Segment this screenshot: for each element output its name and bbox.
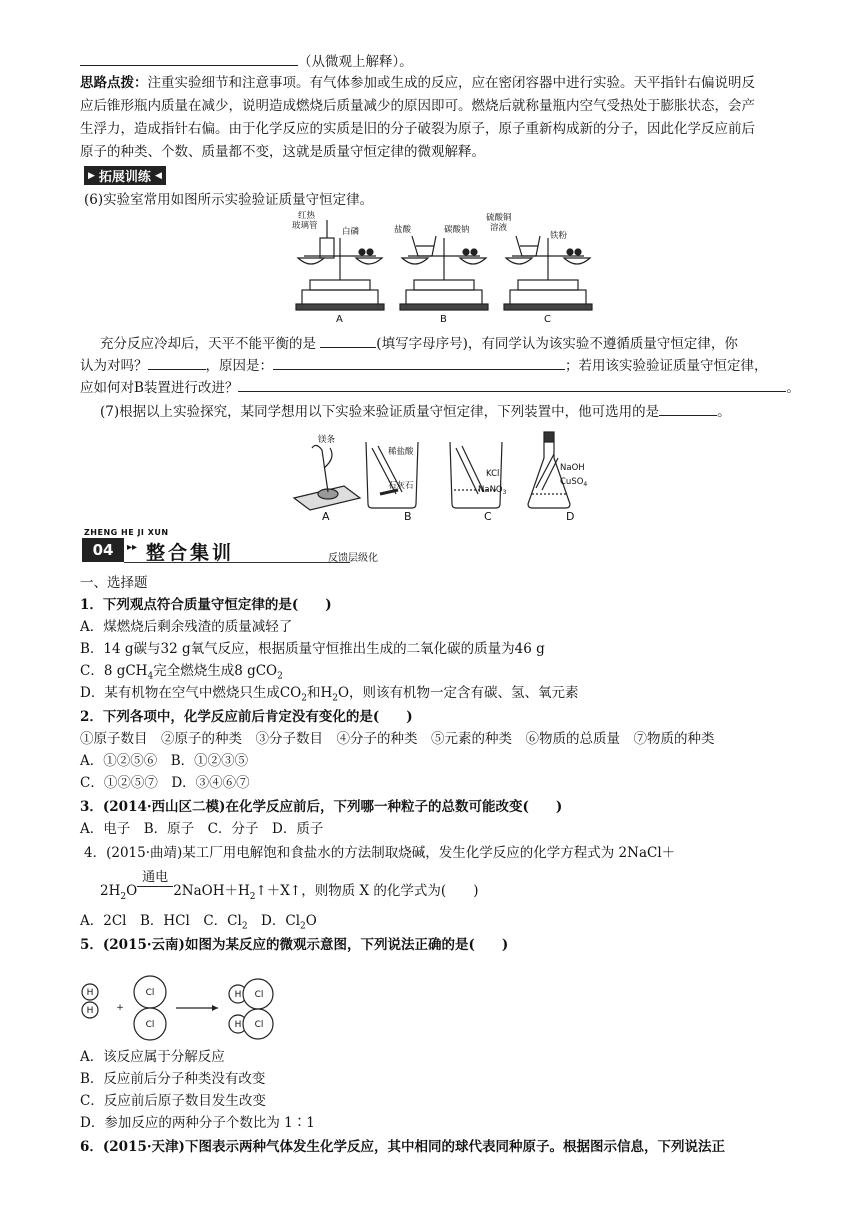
question-2-options-cd[interactable]: C．①②⑤⑦ D．③④⑥⑦	[80, 775, 250, 791]
answer-line-micro: （从微观上解释）。	[80, 52, 800, 71]
fig1-label-tube: 红热	[298, 211, 316, 221]
fig1-label-solution: 溶液	[490, 223, 508, 233]
question-3-stem: 3．(2014·西山区二模)在化学反应前后，下列哪一种粒子的总数可能改变( )	[80, 799, 563, 815]
section-title: 整合集训	[146, 542, 235, 564]
atom-h: H	[234, 1020, 242, 1030]
balance-a	[296, 220, 384, 310]
question-6-line-3: 应如何对B装置进行改进？ 。	[80, 380, 800, 396]
triangle-right-icon: ▶	[88, 170, 95, 181]
answer-blank-unbalanced[interactable]	[320, 334, 376, 348]
reaction-arrow	[137, 886, 173, 887]
question-1-stem: 1．下列观点符合质量守恒定律的是( )	[80, 597, 332, 613]
answer-blank-improve[interactable]	[238, 378, 786, 392]
question-3-options[interactable]: A．电子 B．原子 C．分子 D．质子	[80, 821, 324, 837]
fig2-label-a: A	[322, 510, 330, 523]
fig1-label-phosphorus: 白磷	[342, 227, 360, 237]
atom-h: H	[234, 990, 242, 1000]
question-6-line-2: 认为对吗？ ，原因是： ；若用该实验验证质量守恒定律，	[80, 358, 768, 374]
atom-cl: Cl	[254, 1020, 264, 1030]
hint-line-3: 生浮力，造成指针右偏。由于化学反应的实质是旧的分子破裂为原子，原子重新构成新的分子，因此化学反应前后	[80, 121, 755, 137]
fig2-label-cuso4: CuSO$_4$	[560, 477, 588, 488]
reaction-condition: 通电	[142, 870, 169, 885]
fig1-label-tube2: 玻璃管	[292, 221, 318, 231]
question-5-option-d[interactable]: D．参加反应的两种分子个数比为 1∶1	[80, 1115, 315, 1131]
question-2-options-ab[interactable]: A．①②⑤⑥ B．①②③⑤	[80, 753, 249, 769]
answer-blank-device[interactable]	[659, 402, 717, 416]
fig2-label-nano3: NaNO$_3$	[478, 485, 507, 496]
question-4-stem: 4．(2015·曲靖)某工厂用电解饱和食盐水的方法制取烧碱，发生化学反应的化学方程式为 2NaCl＋	[84, 845, 676, 861]
device-a	[294, 445, 360, 510]
section-number: 04	[82, 538, 124, 562]
fig2-label-c: C	[484, 510, 492, 523]
question-6-line-1: 充分反应冷却后，天平不能平衡的是 (填写字母序号)，有同学认为该实验不遵循质量守恒定律，你	[100, 336, 738, 352]
fig1-label-copper-sulfate: 硫酸铜	[486, 213, 512, 223]
balance-c	[504, 236, 592, 310]
question-5-option-c[interactable]: C．反应前后原子数目发生改变	[80, 1093, 266, 1109]
question-1-option-d[interactable]: D．某有机物在空气中燃烧只生成$CO_2$和$H_2O$，则该有机物一定含有碳、氢、氧元素	[80, 685, 579, 704]
question-6-stem: (6)实验室常用如图所示实验验证质量守恒定律。	[84, 192, 374, 208]
atom-cl: Cl	[145, 1020, 155, 1030]
section-pinyin: ZHENG HE JI XUN	[84, 528, 169, 537]
question-1-option-c[interactable]: C．8 gCH$_4$完全燃烧生成8 gCO$_2$	[80, 663, 283, 682]
fig2-label-limestone: 石灰石	[388, 481, 414, 491]
balance-experiment-figure	[284, 208, 604, 326]
question-1-option-a[interactable]: A．煤燃烧后剩余残渣的质量减轻了	[80, 619, 293, 635]
devices-figure	[284, 428, 594, 524]
fig1-label-acid: 盐酸	[394, 225, 412, 235]
fig1-label-a: A	[336, 314, 343, 325]
section-header	[82, 528, 802, 572]
hint-line-1: 思路点拨：注重实验细节和注意事项。有气体参加或生成的反应，应在密闭容器中进行实验。天平指针右偏说明反	[80, 75, 755, 91]
fig1-label-iron: 铁粉	[550, 231, 568, 241]
fig1-label-b: B	[440, 314, 447, 325]
question-type-heading: 一、选择题	[80, 575, 148, 591]
question-2-list: ①原子数目 ②原子的种类 ③分子数目 ④分子的种类 ⑤元素的种类 ⑥物质的总质量 ⑦物质的种类	[80, 731, 715, 747]
question-7-stem: (7)根据以上实验探究，某同学想用以下实验来验证质量守恒定律，下列装置中，他可选用的是 。	[100, 404, 731, 420]
arrow-head-icon	[212, 1005, 218, 1011]
fig1-label-sodium-carbonate: 碳酸钠	[444, 225, 470, 235]
hint-line-2: 应后锥形瓶内质量在减少，说明造成燃烧后质量减少的原因即可。燃烧后就称量瓶内空气受热处于膨胀状态，会产	[80, 98, 755, 114]
question-1-option-b[interactable]: B．14 g碳与32 g氧气反应，根据质量守恒推出生成的二氧化碳的质量为46 g	[80, 641, 545, 657]
answer-blank-reason[interactable]	[273, 356, 565, 370]
balance-b	[400, 236, 488, 310]
fig2-label-mg: 镁条	[318, 435, 336, 445]
triangle-left-icon: ◀	[154, 170, 162, 181]
hint-label: 思路点拨：	[80, 75, 148, 91]
answer-blank[interactable]	[80, 52, 298, 66]
double-arrow-icon: ▸▸	[127, 542, 138, 553]
hint-line-4: 原子的种类、个数、质量都不变，这就是质量守恒定律的微观解释。	[80, 144, 485, 160]
fig2-label-kcl: KCl	[486, 469, 500, 479]
question-6-stem-final: 6．(2015·天津)下图表示两种气体发生化学反应，其中相同的球代表同种原子。根据图示信息，下列说法正	[80, 1139, 725, 1155]
fig2-label-d: D	[566, 510, 575, 523]
question-2-stem: 2．下列各项中，化学反应前后肯定没有变化的是( )	[80, 709, 413, 725]
question-5-option-a[interactable]: A．该反应属于分解反应	[80, 1049, 225, 1065]
molecule-reaction-figure	[78, 972, 288, 1042]
section-rule	[124, 562, 350, 563]
atom-cl: Cl	[254, 990, 264, 1000]
question-4-options[interactable]: A．2Cl B．HCl C．$Cl_2$ D．$Cl_2O$	[80, 913, 317, 932]
section-subtitle: 反馈层级化	[328, 553, 378, 564]
question-5-stem: 5．(2015·云南)如图为某反应的微观示意图，下列说法正确的是( )	[80, 937, 509, 953]
fig2-label-hcl: 稀盐酸	[388, 447, 414, 457]
answer-blank-opinion[interactable]	[148, 356, 206, 370]
question-4-equation: $2H_2O$ 通电 $2NaOH+H_2↑+X↑$，则物质 X 的化学式为( )	[100, 870, 479, 902]
expand-training-badge: ▶ 拓展训练 ◀	[84, 166, 166, 185]
atom-h: H	[86, 988, 94, 998]
fig2-label-b: B	[404, 510, 412, 523]
question-5-option-b[interactable]: B．反应前后分子种类没有改变	[80, 1071, 266, 1087]
plus-sign: +	[116, 1003, 124, 1013]
atom-h: H	[86, 1006, 94, 1016]
atom-cl: Cl	[145, 988, 155, 998]
fig1-label-c: C	[544, 314, 551, 325]
fig2-label-naoh: NaOH	[560, 463, 585, 473]
